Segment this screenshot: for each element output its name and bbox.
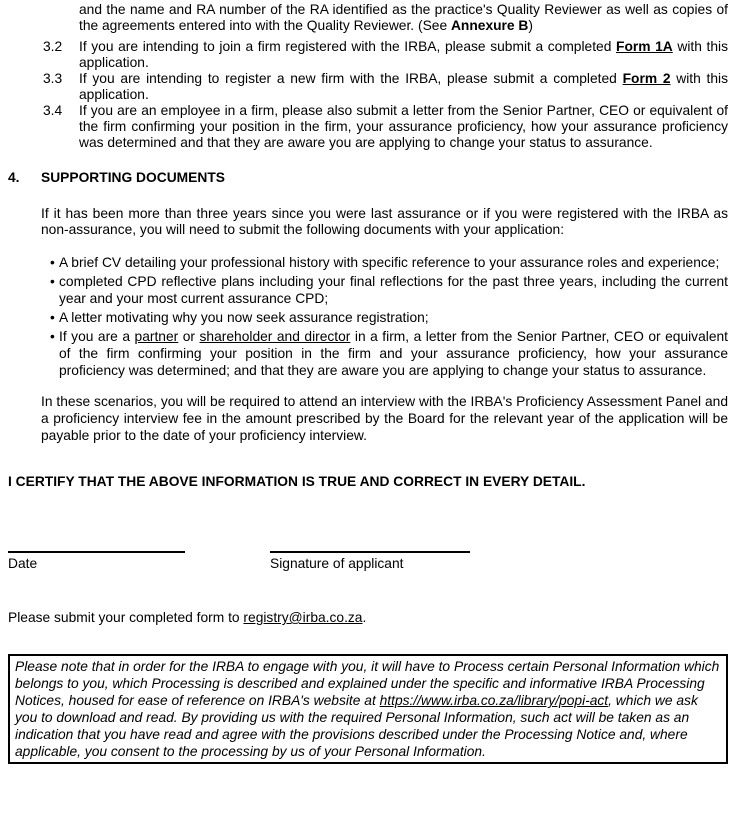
list-item-text-segment: in a firm, a letter from the Senior Partner, CEO or equivalent of the firm confirming your position in the firm and your assurance proficiency, how your assurance proficiency was determined; and that they are aware you are applying to change your status to assurance. (59, 329, 728, 378)
list-item-text: A brief CV detailing your professional history with specific reference to your assurance roles and experience; (59, 255, 720, 270)
item-text-segment: with this application. (79, 39, 728, 70)
list-item-letter (41, 309, 728, 326)
item-3-4 (8, 103, 728, 151)
partner-underlined: partner (134, 329, 179, 344)
section-4-heading (8, 170, 728, 186)
item-number: 3.4 (43, 103, 63, 118)
popi-act-link[interactable]: https://www.irba.co.za/library/popi-act (379, 693, 609, 708)
supporting-documents-list (41, 254, 728, 379)
privacy-notice-text: Please note that in order for the IRBA to engage with you, it will have to Process certain Personal Information which belongs to you, which Processing is described and explained under the specific and informative IRBA Processing Notices, housed for ease of reference on IRBA's website at (15, 659, 720, 708)
para-quality-reviewer-continuation (79, 2, 728, 34)
list-item-text-segment: or (178, 329, 200, 344)
list-item-text: completed CPD reflective plans including your final reflections for the past three years, including the current year and your most current assurance CPD; (59, 274, 728, 306)
signature-label: Signature of applicant (270, 556, 404, 571)
item-text-segment: If you are intending to join a firm registered with the IRBA, please submit a completed (79, 39, 617, 54)
submit-text-end: . (362, 610, 367, 625)
privacy-notice-box (8, 654, 728, 764)
list-item-partner (41, 328, 728, 379)
annexure-b-reference: Annexure B (450, 18, 529, 33)
date-label: Date (8, 556, 38, 571)
signature-spacer (185, 551, 270, 572)
registry-email-link[interactable]: registry@irba.co.za (243, 610, 363, 625)
applicant-signature-line (270, 551, 470, 572)
form-2-reference: Form 2 (622, 71, 671, 86)
item-number: 3.2 (43, 39, 63, 54)
bullet-marker: • (50, 274, 55, 289)
date-signature-line (8, 551, 185, 572)
para-text: and the name and RA number of the RA identified as the practice's Quality Reviewer as well as copies of the agreements entered into with the Quality Reviewer. (See (79, 2, 728, 33)
item-text: If you are an employee in a firm, please also submit a letter from the Senior Partner, CEO or equivalent of the firm confirming your position in the firm, your assurance proficiency, how your assurance proficiency was determined and that they are aware you are applying to change your status to assurance. (79, 103, 728, 150)
item-text-segment: with this application. (79, 71, 729, 102)
privacy-notice-text-end: , which we ask you to download and read. By providing us with the required Personal Information, such act will be taken as an indication that you have read and agree with the provisions described under the Processing Notice and, where applicable, you consent to the processing by us of your Personal Information. (15, 693, 698, 759)
bullet-marker: • (50, 310, 55, 325)
para-supporting-docs-intro: If it has been more than three years since you were last assurance or if you were registered with the IRBA as non-assurance, you will need to submit the following documents with your application: (41, 206, 728, 237)
item-3-2 (8, 39, 728, 71)
item-text (79, 39, 728, 71)
shareholder-director-underlined: shareholder and director (199, 329, 351, 344)
para-text-end: ) (528, 18, 533, 33)
form-1a-reference: Form 1A (616, 39, 673, 54)
item-text (79, 71, 728, 103)
para-interview-requirement: In these scenarios, you will be required to attend an interview with the IRBA's Proficiency Assessment Panel and a proficiency interview fee in the amount prescribed by the Board for the relevant year of the application will be payable prior to the date of your proficiency interview. (41, 394, 728, 443)
section-title: SUPPORTING DOCUMENTS (41, 170, 225, 185)
list-item-text: A letter motivating why you now seek assurance registration; (59, 310, 429, 325)
section-number: 4. (8, 170, 20, 185)
list-item-text (59, 328, 728, 379)
list-item-cpd (41, 273, 728, 307)
bullet-marker: • (50, 329, 55, 344)
list-item-text-segment: If you are a (59, 329, 135, 344)
list-item-cv (41, 254, 728, 271)
certification-statement: I CERTIFY THAT THE ABOVE INFORMATION IS TRUE AND CORRECT IN EVERY DETAIL. (8, 474, 586, 489)
bullet-marker: • (50, 255, 55, 270)
item-number: 3.3 (43, 71, 63, 86)
item-3-3 (8, 71, 728, 103)
item-text-segment: If you are intending to register a new firm with the IRBA, please submit a completed (79, 71, 623, 86)
submit-text: Please submit your completed form to (8, 610, 244, 625)
signature-block (8, 551, 728, 572)
submit-instruction (8, 610, 728, 626)
